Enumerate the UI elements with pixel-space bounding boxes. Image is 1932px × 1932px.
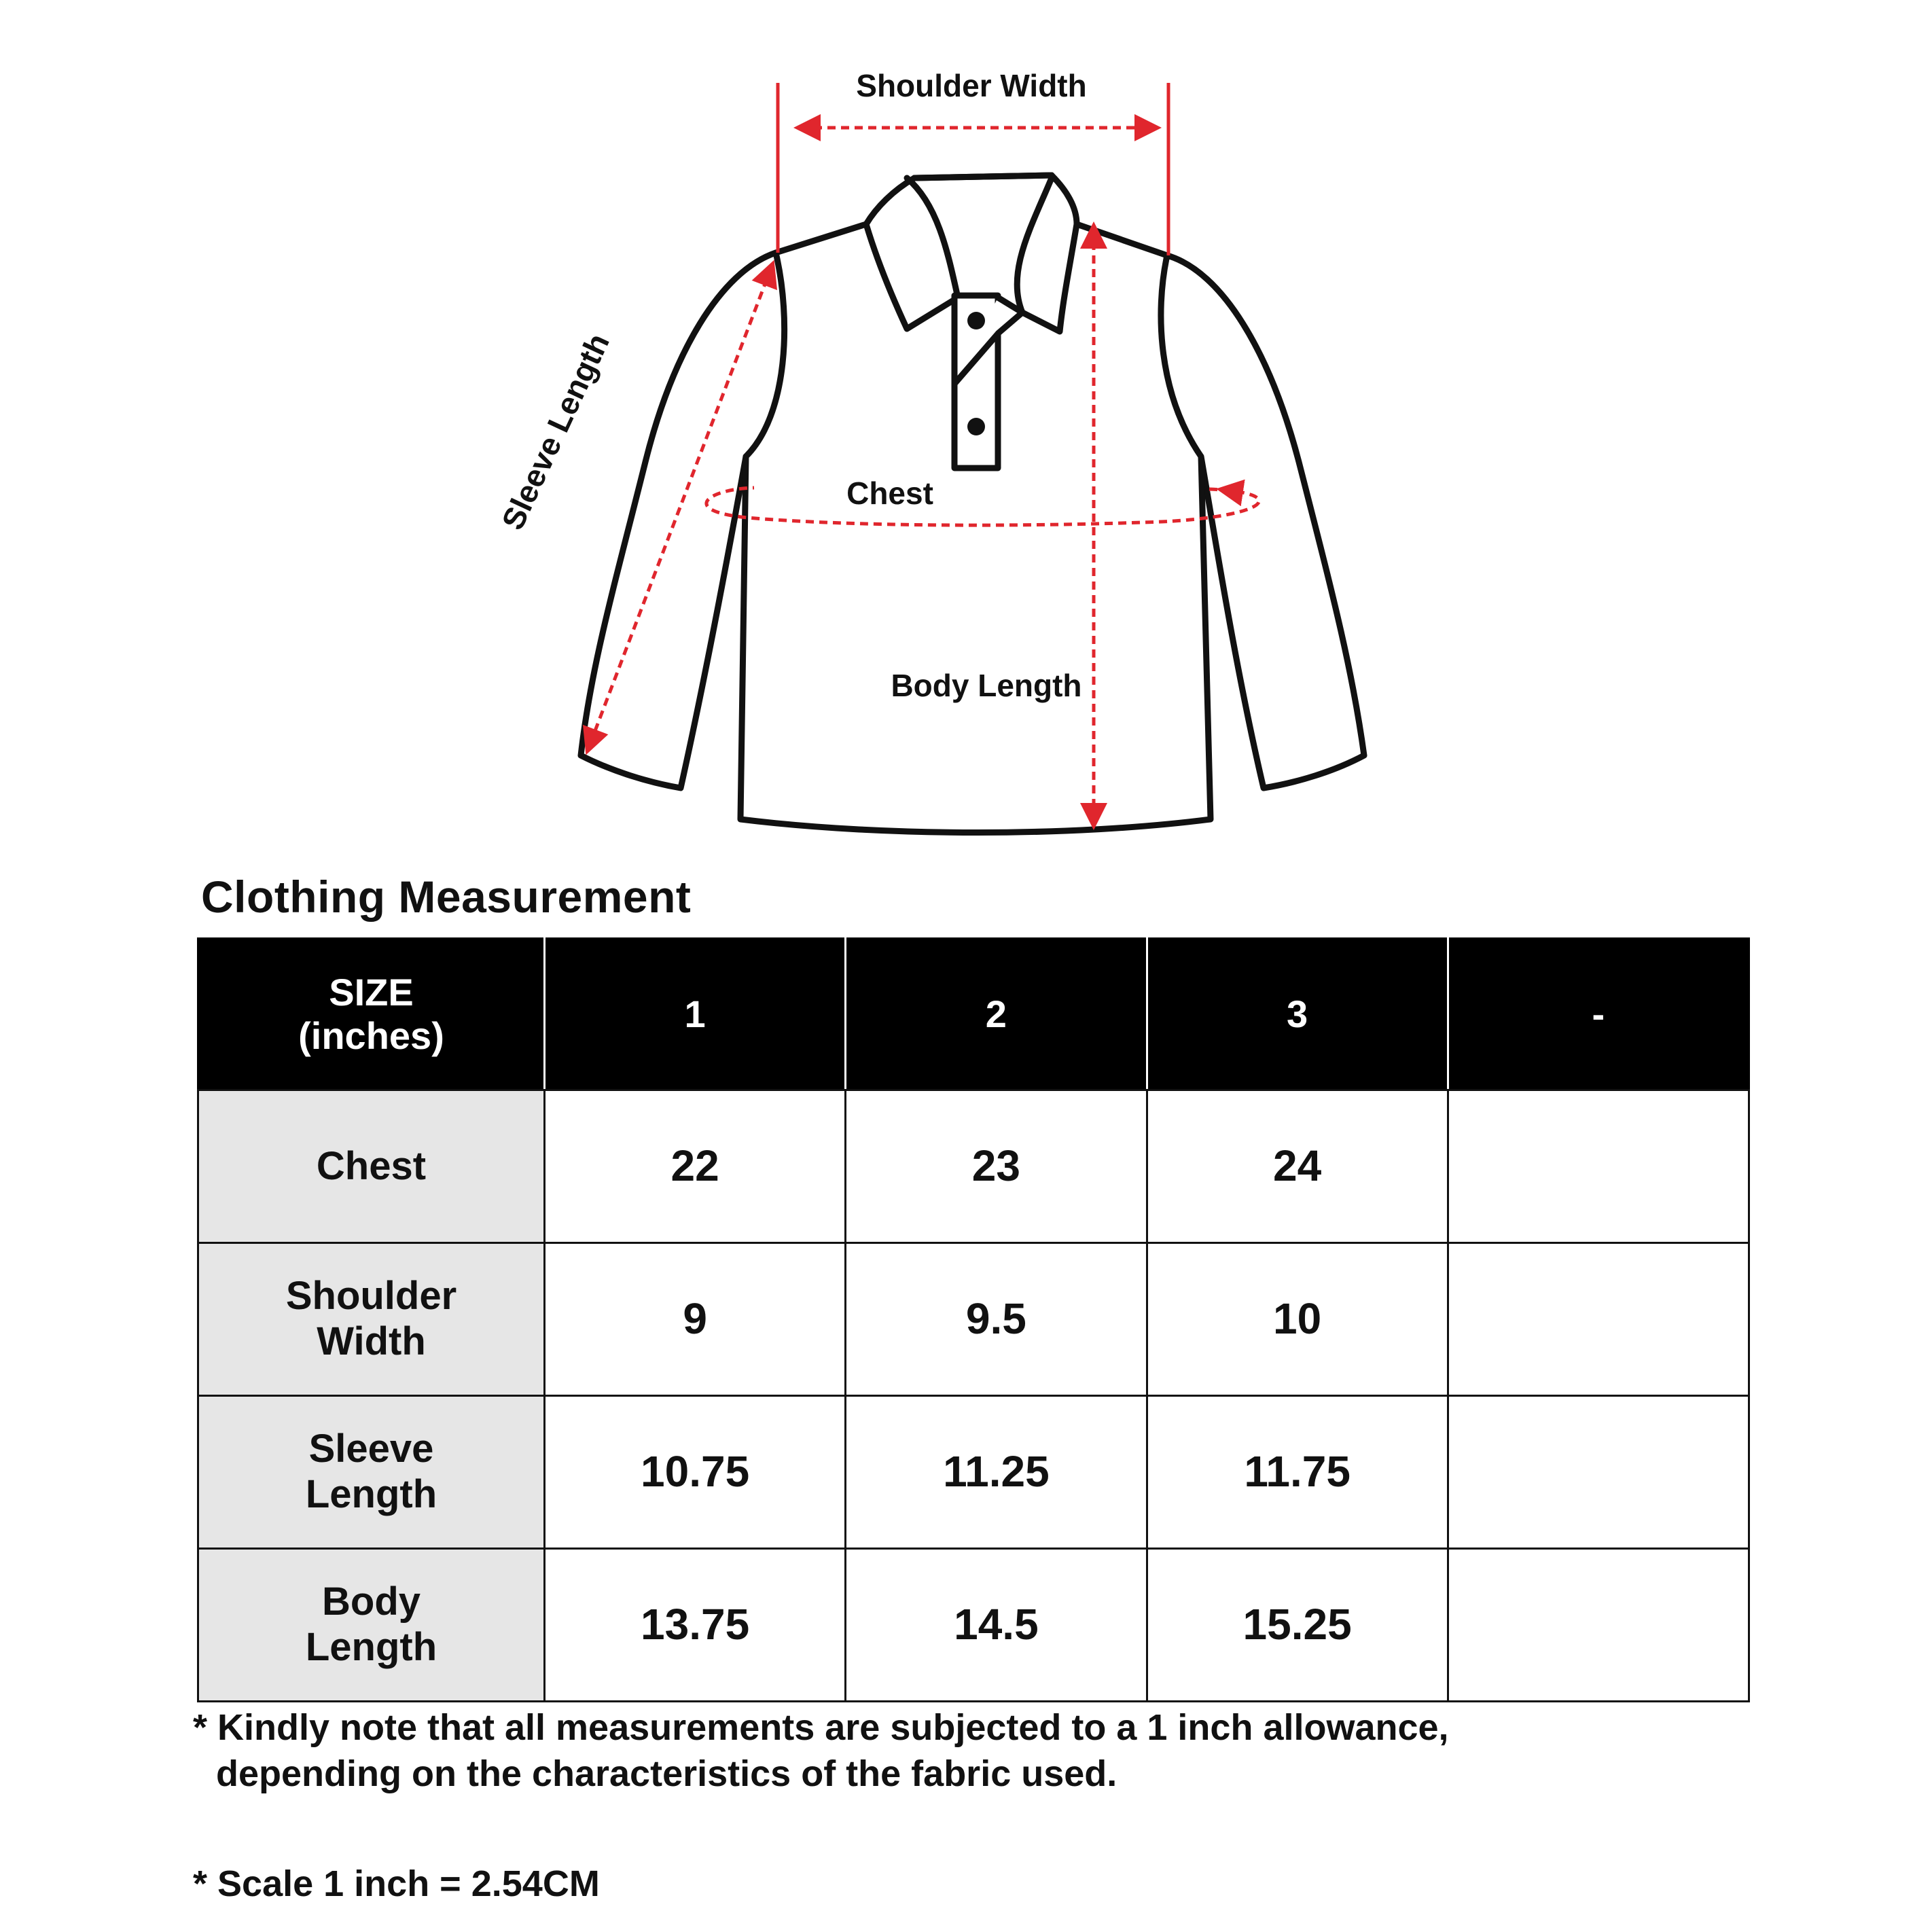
- row-label-line1: Sleeve: [308, 1427, 434, 1471]
- row-label: [198, 1549, 545, 1702]
- row-label-line1: Chest: [316, 1143, 427, 1188]
- size-column-header: 1: [545, 939, 846, 1090]
- chest-label: Chest: [846, 476, 933, 511]
- size-header-line1: SIZE: [329, 970, 414, 1014]
- row-label-line1: Shoulder: [285, 1274, 457, 1319]
- size-column-header: 2: [846, 939, 1147, 1090]
- table-cell: 22: [545, 1090, 846, 1243]
- table-row-shoulder-width: [198, 1243, 1749, 1396]
- table-cell: [1448, 1549, 1749, 1702]
- shirt-measurement-diagram: [0, 0, 1932, 856]
- table-cell: 14.5: [846, 1549, 1147, 1702]
- table-cell: 10: [1147, 1243, 1448, 1396]
- table-cell: 13.75: [545, 1549, 846, 1702]
- table-cell: 23: [846, 1090, 1147, 1243]
- row-label-line1: Body: [322, 1579, 421, 1624]
- body-length-label: Body Length: [891, 668, 1082, 703]
- table-cell: [1448, 1090, 1749, 1243]
- table-header-row: [198, 939, 1749, 1090]
- table-row-sleeve-length: [198, 1396, 1749, 1549]
- button-bottom: [967, 418, 985, 435]
- table-cell: [1448, 1396, 1749, 1549]
- table-cell: 9: [545, 1243, 846, 1396]
- table-cell: [1448, 1243, 1749, 1396]
- row-label-line2: Length: [305, 1472, 437, 1516]
- row-label: [198, 1090, 545, 1243]
- scale-note: * Scale 1 inch = 2.54CM: [193, 1863, 600, 1904]
- row-label: [198, 1396, 545, 1549]
- size-column-header: -: [1448, 939, 1749, 1090]
- size-header-line2: (inches): [298, 1014, 444, 1057]
- table-cell: 15.25: [1147, 1549, 1448, 1702]
- polo-shirt-outline: [581, 175, 1364, 833]
- size-chart-table: [197, 937, 1750, 1702]
- allowance-note-line2: depending on the characteristics of the fabric used.: [216, 1753, 1117, 1794]
- table-cell: 11.25: [846, 1396, 1147, 1549]
- size-column-header: 3: [1147, 939, 1448, 1090]
- table-cell: 24: [1147, 1090, 1448, 1243]
- shirt-body: [740, 175, 1211, 833]
- button-top: [967, 312, 985, 329]
- row-label-line2: Width: [317, 1319, 426, 1363]
- sleeve-length-label: Sleeve Length: [495, 327, 616, 535]
- table-cell: 11.75: [1147, 1396, 1448, 1549]
- table-cell: 10.75: [545, 1396, 846, 1549]
- table-row-chest: [198, 1090, 1749, 1243]
- chest-arrow: [1223, 490, 1236, 492]
- shoulder-width-label: Shoulder Width: [856, 68, 1087, 103]
- allowance-note-line1: * Kindly note that all measurements are subjected to a 1 inch allowance,: [193, 1707, 1449, 1748]
- section-title: Clothing Measurement: [201, 872, 692, 922]
- row-label: [198, 1243, 545, 1396]
- size-header-cell: [198, 939, 545, 1090]
- table-cell: 9.5: [846, 1243, 1147, 1396]
- table-row-body-length: [198, 1549, 1749, 1702]
- row-label-line2: Length: [305, 1625, 437, 1669]
